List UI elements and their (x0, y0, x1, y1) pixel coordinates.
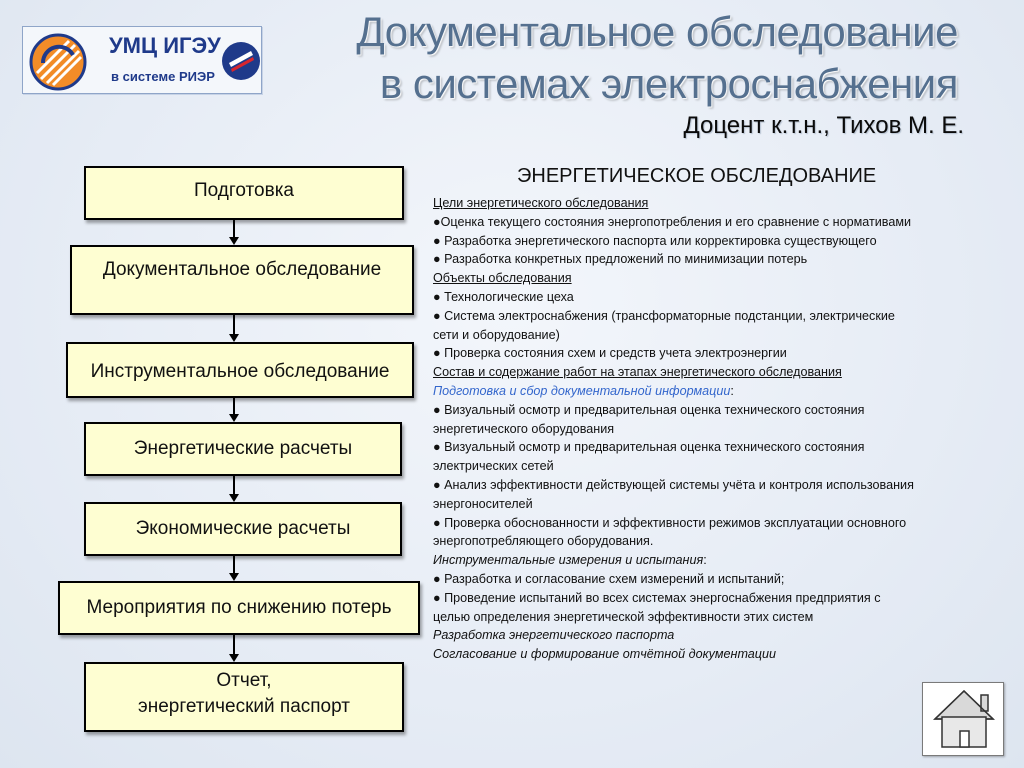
flow-step-label: Подготовка (193, 180, 294, 201)
panel-line: электрических сетей (433, 459, 554, 474)
panel-line: ● Разработка и согласование схем измерений и испытаний; (433, 571, 785, 586)
panel-line: ● Проверка обоснованности и эффективности режимов эксплуатации основного (433, 515, 907, 530)
panel-line: ● Визуальный осмотр и предварительная оценка технического состояния (433, 402, 865, 417)
panel-line: Разработка энергетического паспорта (433, 628, 675, 643)
flow-connector (233, 398, 235, 414)
panel-line: энергопотребляющего оборудования. (433, 534, 654, 549)
arrow-down-icon (229, 237, 239, 245)
panel-lines (433, 194, 1003, 664)
home-button[interactable] (922, 682, 1004, 756)
flow-step-label: Экономические расчеты (135, 518, 351, 539)
flow-step-label: Отчет, (216, 670, 272, 691)
flow-step-4 (84, 422, 402, 476)
flow-step-label: Мероприятия по снижению потерь (86, 597, 392, 618)
panel-heading: ЭНЕРГЕТИЧЕСКОЕ ОБСЛЕДОВАНИЕ (517, 165, 877, 187)
panel-line: ● Разработка конкретных предложений по минимизации потерь (433, 252, 808, 267)
title-line-1: Документальное обследование (356, 8, 958, 55)
logo (22, 26, 262, 94)
arrow-down-icon (229, 494, 239, 502)
igeu-emblem-icon (29, 33, 87, 91)
flow-connector (233, 220, 235, 237)
panel-line: Цели энергетического обследования (433, 196, 649, 210)
flow-connector (233, 635, 235, 654)
flow-step-label: Энергетические расчеты (133, 438, 353, 459)
flow-step-2 (70, 245, 414, 315)
panel-line: Состав и содержание работ на этапах энергетического обследования (433, 365, 842, 380)
flow-step-3 (66, 342, 414, 398)
logo-subtitle: в системе РИЭР (111, 69, 215, 84)
panel-line: энергетического оборудования (433, 421, 615, 436)
rier-emblem-icon (221, 39, 261, 83)
page-title (356, 6, 958, 110)
author: Доцент к.т.н., Тихов М. Е. (683, 112, 964, 139)
panel-line: Объекты обследования (433, 271, 572, 286)
flow-connector (233, 556, 235, 573)
panel-line: энергоносителей (433, 496, 533, 511)
flow-step-1 (84, 166, 404, 220)
arrow-down-icon (229, 414, 239, 422)
flow-step-label: Документальное обследование (102, 259, 382, 280)
flow-step-label: энергетический паспорт (138, 696, 350, 717)
panel-line: целью определения энергетической эффективности этих систем (433, 609, 814, 624)
panel-line: Согласование и формирование отчётной документации (433, 647, 777, 662)
panel-line: ● Анализ эффективности действующей системы учёта и контроля использования (433, 477, 914, 492)
flow-connector (233, 476, 235, 494)
panel-line: ● Проверка состояния схем и средств учета электроэнергии (433, 346, 787, 361)
panel-line: ● Визуальный осмотр и предварительная оценка технического состояния (433, 440, 865, 455)
arrow-down-icon (229, 654, 239, 662)
panel-line: ● Проведение испытаний во всех системах энергоснабжения предприятия с (433, 590, 881, 605)
text-panel (433, 162, 1003, 664)
panel-line: Инструментальные измерения и испытания: (433, 553, 707, 568)
home-icon (923, 683, 1005, 757)
flow-step-7 (84, 662, 404, 732)
panel-line: сети и оборудование) (433, 327, 560, 342)
flow-step-6 (58, 581, 420, 635)
arrow-down-icon (229, 573, 239, 581)
panel-line: ● Система электроснабжения (трансформаторные подстанции, электрические (433, 308, 895, 323)
panel-line: ● Разработка энергетического паспорта или корректировка существующего (433, 233, 877, 248)
flow-step-5 (84, 502, 402, 556)
title-line-2: в системах электроснабжения (379, 60, 958, 107)
logo-title: УМЦ ИГЭУ (109, 33, 221, 58)
panel-line: ●Оценка текущего состояния энергопотребления и его сравнение с нормативами (433, 214, 912, 229)
panel-line: ● Технологические цеха (433, 289, 574, 304)
panel-line: Подготовка и сбор документальной информации: (433, 383, 734, 398)
arrow-down-icon (229, 334, 239, 342)
flow-step-label: Инструментальное обследование (90, 361, 390, 382)
flow-connector (233, 315, 235, 334)
